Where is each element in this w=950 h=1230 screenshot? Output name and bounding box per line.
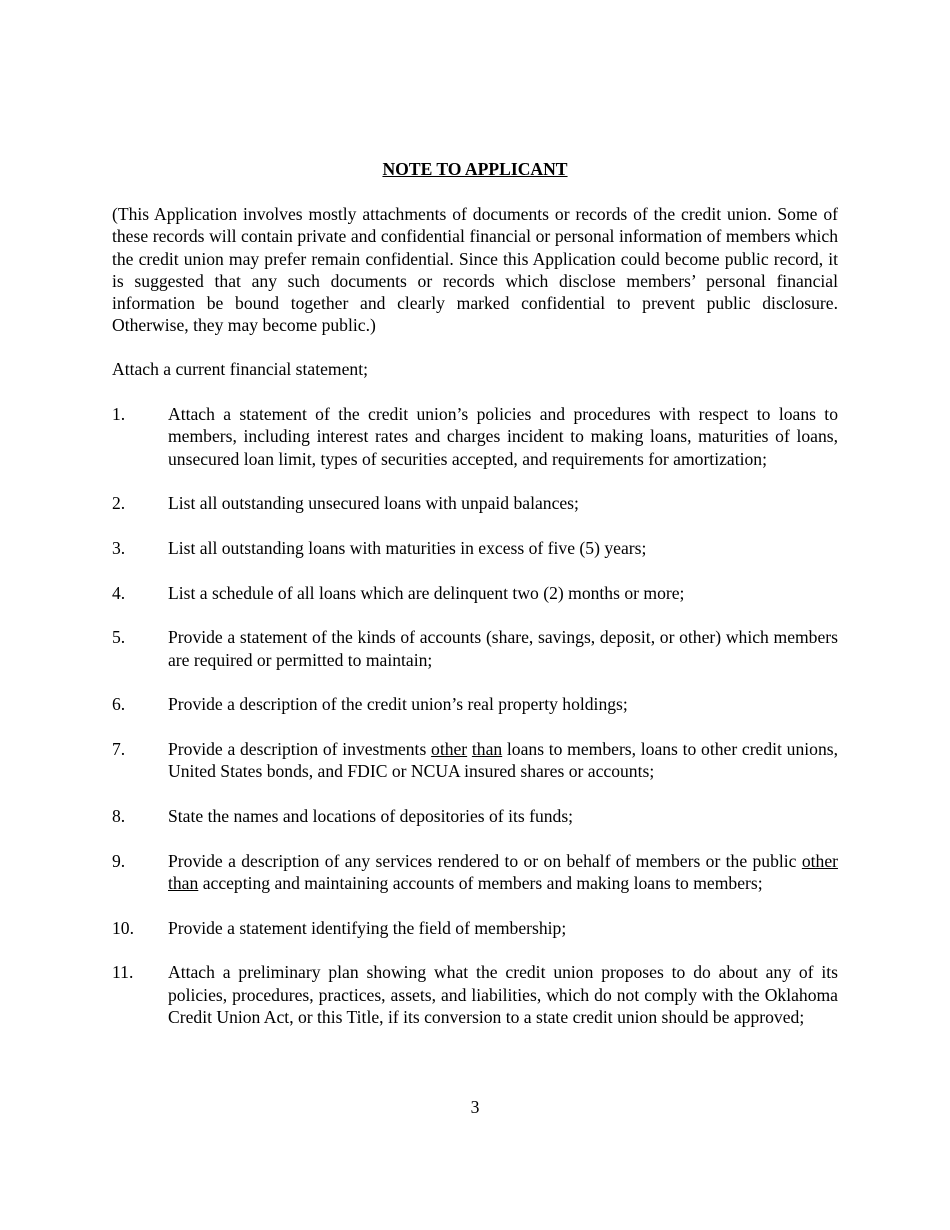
list-item	[112, 738, 838, 783]
item-text: State the names and locations of depositories of its funds;	[168, 806, 574, 826]
item-number: 2.	[112, 493, 126, 514]
document-page	[112, 0, 838, 1230]
page-title: NOTE TO APPLICANT	[382, 159, 568, 179]
item-text-segment: Provide a description of any services rendered to or on behalf of members or the public	[168, 850, 802, 871]
requirements-list	[112, 403, 838, 1051]
list-item	[112, 917, 838, 939]
item-number: 10.	[112, 917, 134, 938]
list-item	[112, 582, 838, 604]
list-item	[112, 403, 838, 470]
item-text-segment: loans to members, loans to other credit unions, United States bonds, and FDIC or NCUA insured shares or accounts;	[168, 739, 838, 782]
item-text: List all outstanding loans with maturities in excess of five (5) years;	[168, 537, 647, 558]
confidentiality-note: (This Application involves mostly attachments of documents or records of the credit union. Some of these records will contain private and confidential financial or personal information of members which the credit union may prefer remain confidential. Since this Application could become public record, it is suggested that any such documents or records which disclose members’ personal financial information be bound together and clearly marked confidential to prevent public disclosure. Otherwise, they may become public.)	[112, 204, 838, 336]
item-text: Attach a statement of the credit union’s policies and procedures with respect to loans to members, including interest rates and charges incident to making loans, maturities of loans, unsecured loan limit, types of securities accepted, and requirements for amortization;	[168, 404, 838, 469]
item-number: 6.	[112, 694, 126, 715]
underlined-word: other	[801, 850, 838, 871]
item-number: 9.	[112, 850, 126, 871]
item-text: Provide a statement of the kinds of accounts (share, savings, deposit, or other) which members are required or permitted to maintain;	[168, 627, 838, 670]
item-text-segment: Provide a description of investments	[168, 739, 432, 760]
underlined-word: than	[471, 739, 503, 760]
underlined-word: than	[168, 872, 199, 893]
item-number: 4.	[112, 582, 126, 603]
item-number: 8.	[112, 806, 126, 826]
item-number: 3.	[112, 537, 126, 558]
list-item	[112, 693, 838, 715]
item-text: List a schedule of all loans which are delinquent two (2) months or more;	[168, 582, 685, 603]
list-item	[112, 492, 838, 514]
item-text: Provide a statement identifying the field of membership;	[168, 917, 567, 938]
item-text: List all outstanding unsecured loans with unpaid balances;	[168, 493, 579, 514]
item-text: Provide a description of the credit union’s real property holdings;	[168, 694, 628, 715]
item-number: 5.	[112, 627, 126, 648]
item-text-segment: accepting and maintaining accounts of members and making loans to members;	[198, 872, 763, 893]
item-number: 7.	[112, 739, 126, 760]
list-item	[112, 626, 838, 671]
page-number: 3	[470, 1097, 480, 1117]
list-item	[112, 850, 838, 895]
financial-statement-instruction: Attach a current financial statement;	[112, 359, 368, 379]
item-text	[168, 738, 838, 783]
item-text: Attach a preliminary plan showing what the credit union proposes to do about any of its policies, procedures, practices, assets, and liabilities, which do not comply with the Oklahoma Credit Union Act, or this Title, if its conversion to a state credit union should be approved;	[168, 962, 838, 1027]
list-item	[112, 805, 838, 827]
list-item	[112, 537, 838, 559]
underlined-word: other	[431, 739, 468, 760]
item-text	[168, 850, 838, 895]
item-number: 1.	[112, 404, 126, 424]
item-number: 11.	[112, 962, 134, 983]
list-item	[112, 961, 838, 1028]
